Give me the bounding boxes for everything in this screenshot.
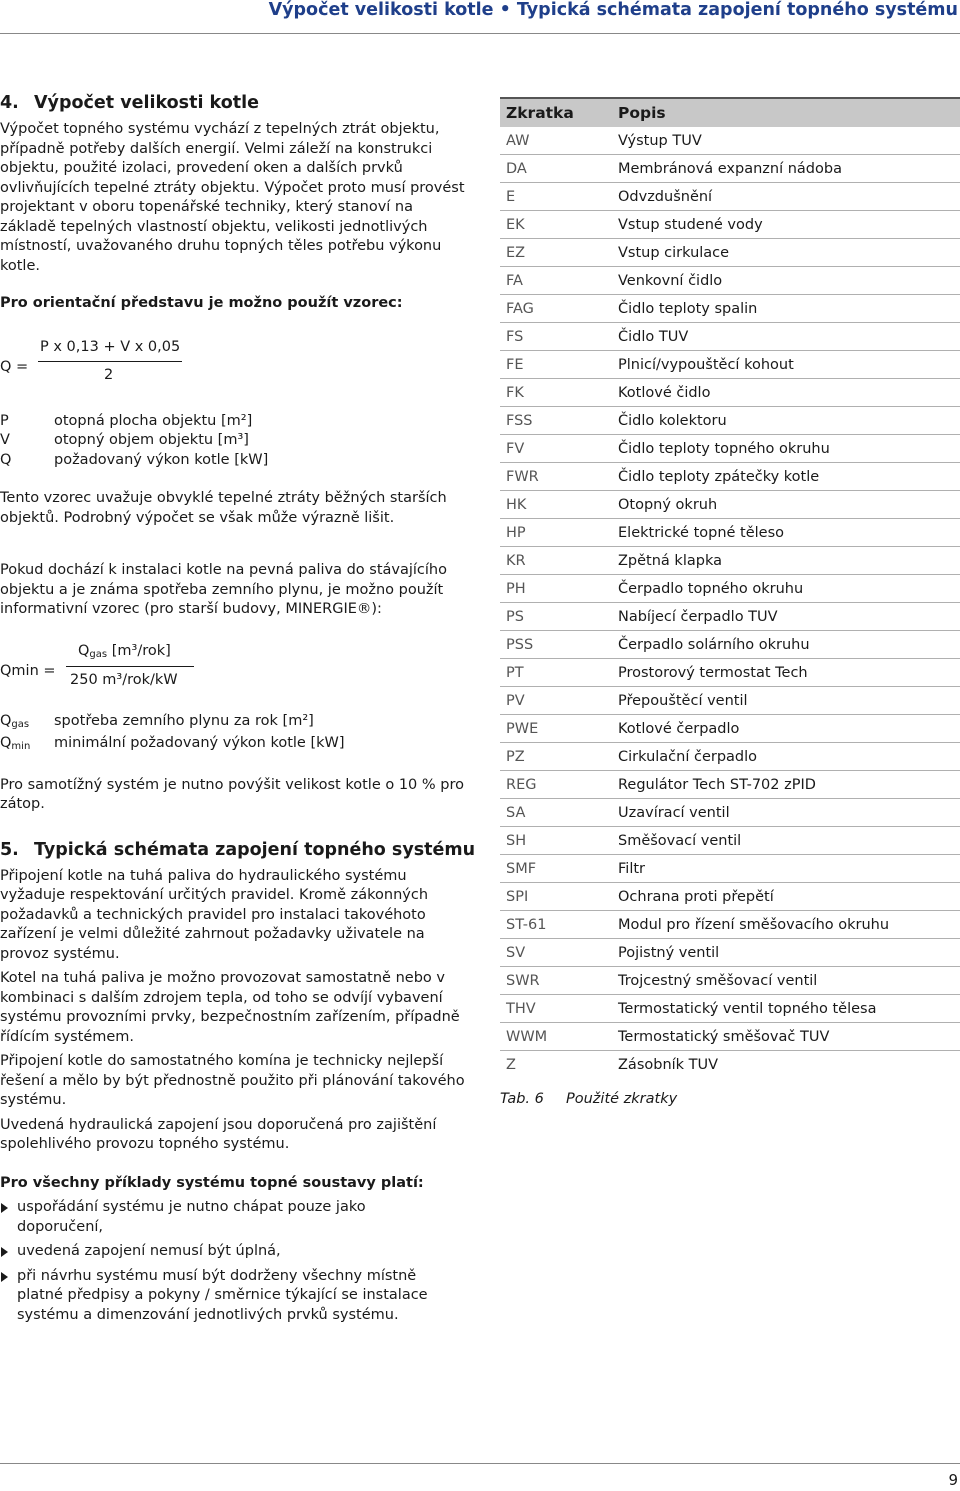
section-5-heading <box>0 839 476 861</box>
table-row <box>500 1023 960 1051</box>
abbreviation-table <box>500 97 960 1078</box>
formula-q <box>0 338 470 398</box>
table-row <box>500 603 960 631</box>
table-row <box>500 547 960 575</box>
description-cell: Elektrické topné těleso <box>606 519 960 547</box>
description-cell: Prostorový termostat Tech <box>606 659 960 687</box>
table-row <box>500 519 960 547</box>
description-cell: Odvzdušnění <box>606 183 960 211</box>
rules-item: uvedená zapojení nemusí být úplná, <box>0 1242 450 1262</box>
symbol-subscript: min <box>11 741 31 752</box>
abbreviation-cell: SA <box>500 799 606 827</box>
table-row <box>500 967 960 995</box>
description-cell: Nabíjecí čerpadlo TUV <box>606 603 960 631</box>
abbreviation-cell: FWR <box>500 463 606 491</box>
abbreviation-cell: SMF <box>500 855 606 883</box>
formula-q-denominator: 2 <box>104 366 114 383</box>
numerator-unit: [m³/rok] <box>111 642 171 659</box>
description-cell: Membránová expanzní nádoba <box>606 155 960 183</box>
description-cell: Regulátor Tech ST-702 zPID <box>606 771 960 799</box>
left-column <box>0 92 476 1325</box>
description-cell: Filtr <box>606 855 960 883</box>
description-cell: Plnicí/vypouštěcí kohout <box>606 351 960 379</box>
table-row <box>500 127 960 155</box>
abbreviation-cell: AW <box>500 127 606 155</box>
formula-qmin-denominator: 250 m³/rok/kW <box>70 671 178 688</box>
abbreviation-cell: PT <box>500 659 606 687</box>
table-row <box>500 575 960 603</box>
abbreviation-cell: DA <box>500 155 606 183</box>
table-row <box>500 491 960 519</box>
table-row <box>500 715 960 743</box>
formula-intro: Pro orientační představu je možno použít vzorec: <box>0 295 403 311</box>
description-cell: Ochrana proti přepětí <box>606 883 960 911</box>
formula-qmin-numerator <box>78 642 171 665</box>
symbol-subscript: gas <box>11 718 30 730</box>
description-cell: Venkovní čidlo <box>606 267 960 295</box>
table-row <box>500 939 960 967</box>
description-cell: Přepouštěcí ventil <box>606 687 960 715</box>
header-divider <box>0 33 960 34</box>
section-5-paragraph: Připojení kotle do samostatného komína je technicky nejlepší řešení a mělo by být přednostně použito při plánování takového systému. <box>0 1053 465 1108</box>
table-row <box>500 435 960 463</box>
table-row <box>500 1051 960 1079</box>
symbol-letter: Q <box>0 712 12 729</box>
abbreviation-cell: FAG <box>500 295 606 323</box>
legend-row <box>0 451 470 471</box>
legend-desc: požadovaný výkon kotle [kW] <box>54 451 269 468</box>
description-cell: Uzavírací ventil <box>606 799 960 827</box>
section-4-intro: Výpočet topného systému vychází z tepelných ztrát objektu, případně potřeby dalších energií. Velmi záleží na konstrukci objektu, použité izolaci, provedení oken a dalších prvků ovlivňujících tepelné ztráty objektu. Výpočet proto musí provést projektant v oboru topenářské techniky, který stanoví na základě tepelných vlastností objektu, velikosti jednotlivých místností, uvažovaného druhu topných těles potřebu výkonu kotle. <box>0 121 465 274</box>
table-row <box>500 911 960 939</box>
legend-symbol: Q <box>0 451 12 468</box>
table-row <box>500 855 960 883</box>
formula-q-numerator: P x 0,13 + V x 0,05 <box>40 338 181 355</box>
fraction-bar <box>66 666 194 667</box>
table-body <box>500 127 960 1078</box>
description-cell: Čidlo teploty topného okruhu <box>606 435 960 463</box>
numerator-subscript: gas <box>89 648 108 660</box>
section-5-paragraph: Uvedená hydraulická zapojení jsou doporučená pro zajištění spolehlivého provozu topného systému. <box>0 1116 437 1152</box>
legend-symbol: V <box>0 432 10 448</box>
abbreviation-cell: PS <box>500 603 606 631</box>
section-4-title: Výpočet velikosti kotle <box>34 93 259 113</box>
abbreviation-cell: E <box>500 183 606 211</box>
table-row <box>500 351 960 379</box>
table-row <box>500 379 960 407</box>
abbreviation-cell: FSS <box>500 407 606 435</box>
abbreviation-cell: WWM <box>500 1023 606 1051</box>
description-cell: Trojcestný směšovací ventil <box>606 967 960 995</box>
description-cell: Modul pro řízení směšovacího okruhu <box>606 911 960 939</box>
rules-heading: Pro všechny příklady systému topné soustavy platí: <box>0 1174 424 1191</box>
section-4-number: 4. <box>0 93 19 113</box>
section-5-title: Typická schémata zapojení topného systému <box>34 839 476 860</box>
description-cell: Kotlové čidlo <box>606 379 960 407</box>
page-number: 9 <box>948 1471 958 1489</box>
description-cell: Čidlo TUV <box>606 323 960 351</box>
legend-row <box>0 712 470 735</box>
table-row <box>500 407 960 435</box>
table-row <box>500 743 960 771</box>
caption-text: Použité zkratky <box>566 1091 678 1107</box>
formula-note: Tento vzorec uvažuje obvyklé tepelné ztráty běžných starších objektů. Podrobný výpočet se však může výrazně lišit. <box>0 490 447 526</box>
description-cell: Zásobník TUV <box>618 1056 719 1073</box>
table-row <box>500 155 960 183</box>
abbreviation-cell: FV <box>500 435 606 463</box>
legend-desc: minimální požadovaný výkon kotle [kW] <box>54 735 345 751</box>
description-cell: Vstup studené vody <box>606 211 960 239</box>
numerator-symbol: Q <box>78 642 90 659</box>
description-cell: Výstup TUV <box>606 127 960 155</box>
legend-symbol <box>0 712 54 735</box>
description-cell: Termostatický směšovač TUV <box>606 1023 960 1051</box>
abbreviation-cell: THV <box>500 995 606 1023</box>
abbreviation-cell: FK <box>500 379 606 407</box>
legend-2 <box>0 712 470 757</box>
description-cell: Pojistný ventil <box>606 939 960 967</box>
description-cell: Otopný okruh <box>606 491 960 519</box>
section-5-paragraph: Připojení kotle na tuhá paliva do hydraulického systému vyžaduje respektování určitých pravidel. Kromě zákonných požadavků a technických pravidel pro instalaci takovéhoto zařízení je velmi důležité zahrnout požadavky uživatele na provoz systému. <box>0 867 429 962</box>
description-cell: Cirkulační čerpadlo <box>606 743 960 771</box>
table-row <box>500 995 960 1023</box>
table-row <box>500 827 960 855</box>
description-cell: Termostatický ventil topného tělesa <box>606 995 960 1023</box>
table-row <box>500 771 960 799</box>
abbreviation-cell: PH <box>500 575 606 603</box>
table-row <box>500 687 960 715</box>
symbol-letter: Q <box>0 735 12 751</box>
abbreviation-cell: KR <box>500 547 606 575</box>
table-row <box>500 799 960 827</box>
description-cell: Čerpadlo solárního okruhu <box>606 631 960 659</box>
abbreviation-cell: HK <box>500 491 606 519</box>
caption-label: Tab. 6 <box>500 1091 544 1107</box>
description-cell: Vstup cirkulace <box>606 239 960 267</box>
abbreviation-cell: SV <box>500 939 606 967</box>
abbreviation-cell: REG <box>500 771 606 799</box>
legend-desc: spotřeba zemního plynu za rok [m²] <box>54 712 314 729</box>
table-row <box>500 183 960 211</box>
fraction-bar <box>38 361 182 362</box>
rules-item: uspořádání systému je nutno chápat pouze jako doporučení, <box>0 1198 450 1237</box>
abbreviation-cell: PSS <box>500 631 606 659</box>
description-cell: Kotlové čerpadlo <box>606 715 960 743</box>
abbreviation-cell: Z <box>506 1056 516 1073</box>
section-5-number: 5. <box>0 839 19 860</box>
description-cell: Čidlo kolektoru <box>606 407 960 435</box>
legend-row <box>0 431 470 451</box>
abbreviation-cell: PZ <box>500 743 606 771</box>
header-abbreviation: Zkratka <box>500 98 606 127</box>
legend-desc: otopný objem objektu [m³] <box>54 432 249 448</box>
abbreviation-cell: SH <box>500 827 606 855</box>
legend-symbol: P <box>0 412 9 429</box>
legend-1 <box>0 412 470 471</box>
running-header: Výpočet velikosti kotle • Typická schémata zapojení topného systému <box>268 0 958 20</box>
section-4-heading <box>0 92 470 114</box>
table-row <box>500 631 960 659</box>
formula-q-lhs: Q = <box>0 358 29 375</box>
description-cell: Směšovací ventil <box>606 827 960 855</box>
description-cell: Čidlo teploty spalin <box>606 295 960 323</box>
formula-qmin <box>0 642 470 704</box>
abbreviation-cell: SPI <box>500 883 606 911</box>
description-cell: Čerpadlo topného okruhu <box>606 575 960 603</box>
table-row <box>500 295 960 323</box>
abbreviation-cell: EZ <box>500 239 606 267</box>
legend-row <box>0 412 470 432</box>
table-row <box>500 883 960 911</box>
section-5-paragraph: Kotel na tuhá paliva je možno provozovat samostatně nebo v kombinaci s dalším zdrojem tepla, od toho se odvíjí vybavení systému provozními prvky, bezpečnostním zařízením, případně řídícím systémem. <box>0 970 460 1045</box>
table-row <box>500 239 960 267</box>
abbreviation-cell: FE <box>500 351 606 379</box>
gravity-system-note: Pro samotížný systém je nutno povýšit velikost kotle o 10 % pro zátop. <box>0 776 464 812</box>
rules-list <box>0 1198 450 1325</box>
table-row <box>500 211 960 239</box>
abbreviation-cell: FS <box>500 323 606 351</box>
table-row <box>500 463 960 491</box>
description-cell: Čidlo teploty zpátečky kotle <box>606 463 960 491</box>
legend-desc: otopná plocha objektu [m²] <box>54 412 253 429</box>
table-row <box>500 659 960 687</box>
table-header-row <box>500 98 960 127</box>
solid-fuel-paragraph: Pokud dochází k instalaci kotle na pevná paliva do stávajícího objektu a je známa spotřeba zemního plynu, je možno použít informativní vzorec (pro starší budovy, MINERGIE®): <box>0 562 447 617</box>
table-caption <box>500 1091 677 1107</box>
abbreviation-cell: FA <box>500 267 606 295</box>
legend-row <box>0 734 470 757</box>
formula-qmin-lhs: Qmin = <box>0 662 56 679</box>
description-cell: Zpětná klapka <box>606 547 960 575</box>
abbreviation-cell: ST-61 <box>500 911 606 939</box>
table-row <box>500 267 960 295</box>
header-description: Popis <box>606 98 960 127</box>
abbreviation-cell: HP <box>500 519 606 547</box>
rules-item: při návrhu systému musí být dodrženy všechny místně platné předpisy a pokyny / směrnice týkající se instalace systému a dimenzování jednotlivých prvků systému. <box>0 1267 450 1326</box>
legend-symbol <box>0 734 54 757</box>
abbreviation-cell: EK <box>500 211 606 239</box>
abbreviation-cell: PV <box>500 687 606 715</box>
abbreviation-cell: SWR <box>500 967 606 995</box>
footer-divider <box>0 1463 960 1464</box>
abbreviation-cell: PWE <box>500 715 606 743</box>
table-row <box>500 323 960 351</box>
